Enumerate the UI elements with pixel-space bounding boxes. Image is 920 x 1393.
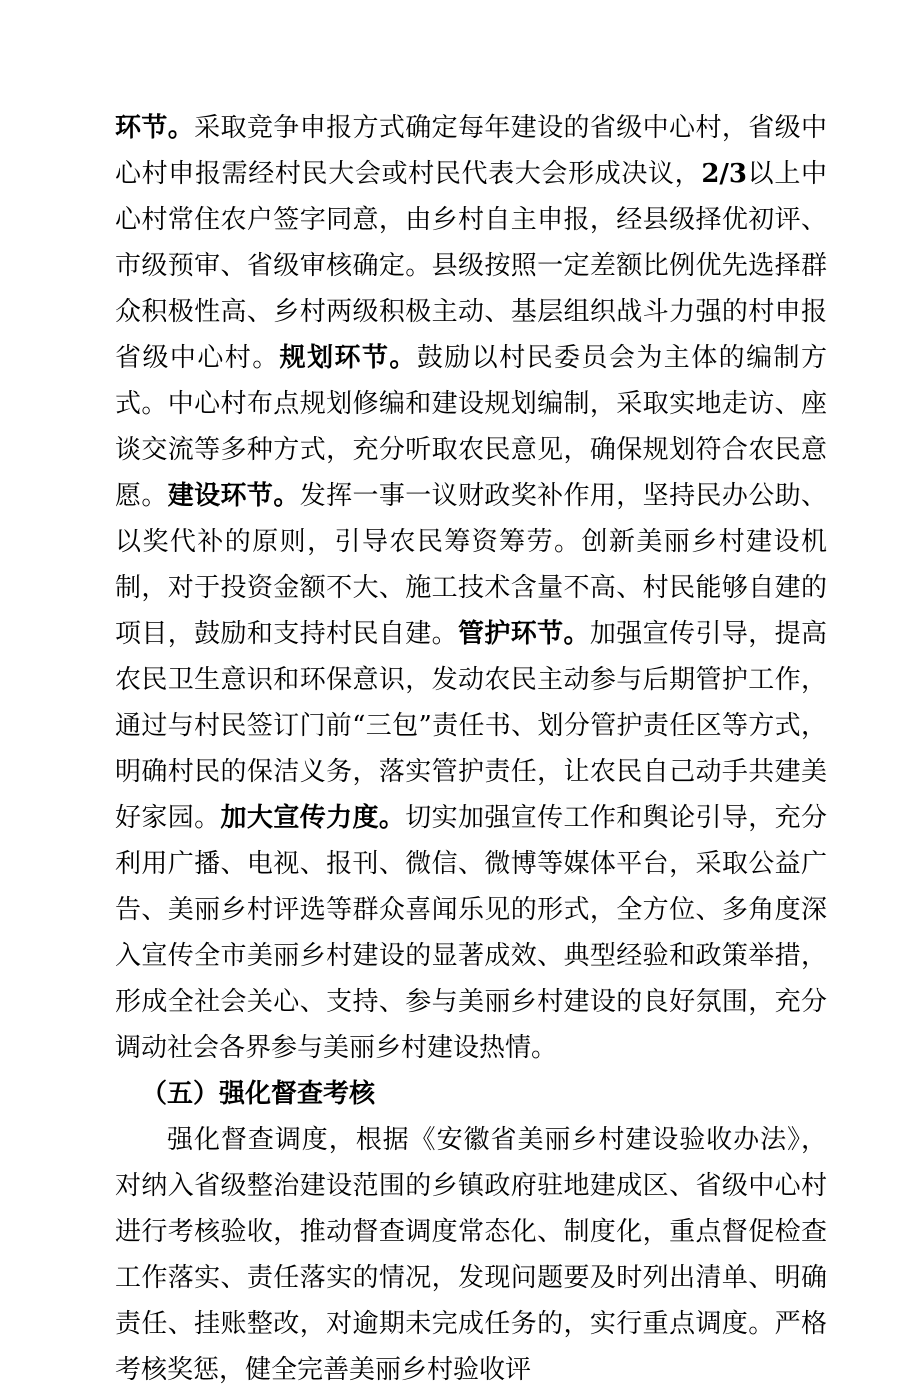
- body-paragraph-2: 强化督查调度，根据《安徽省美丽乡村建设验收办法》，对纳入省级整治建设范围的乡镇政府驻地建成区、省级中心村进行考核验收，推动督查调度常态化、制度化，重点督促检查工作落实、责任落实的情况，发现问题要及时列出清单、明确责任、挂账整改，对逾期未完成任务的，实行重点调度。严格考核奖惩，健全完善美丽乡村验收评: [115, 1125, 827, 1385]
- paragraph-text: 鼓励以村民委员会为主体的编制方式。中心村布点规划修编和建设规划编制，采取实地走访、座谈交流等多种方式，充分听取农民意见，确保规划符合农民意愿。: [115, 343, 827, 511]
- bold-lead-construction: 建设环节。: [167, 481, 300, 511]
- paragraph-text: 切实加强宣传工作和舆论引导，充分利用广播、电视、报刊、微信、微博等媒体平台，采取公益广告、美丽乡村评选等群众喜闻乐见的形式，全方位、多角度深入宣传全市美丽乡村建设的显著成效、典型经验和政策举措，形成全社会关心、支持、参与美丽乡村建设的良好氛围，充分调动社会各界参与美丽乡村建设热情。: [115, 803, 827, 1063]
- paragraph-text: 加强宣传引导，提高农民卫生意识和环保意识，发动农民主动参与后期管护工作，通过与村民签订门前“三包”责任书、划分管护责任区等方式，明确村民的保洁义务，落实管护责任，让农民自己动手共建美好家园。: [115, 619, 827, 833]
- bold-lead-maintenance: 管护环节。: [457, 619, 590, 649]
- document-page: [115, 105, 827, 1393]
- bold-lead-implementation: 环节。: [115, 113, 195, 143]
- bold-fraction: 2/3: [701, 159, 748, 189]
- bold-lead-planning: 规划环节。: [279, 343, 417, 373]
- paragraph-text: 以上中心村常住农户签字同意，由乡村自主申报，经县级择优初评、市级预审、省级审核确定。县级按照一定差额比例优先选择群众积极性高、乡村两级积极主动、基层组织战斗力强的村申报省级中心村。: [115, 159, 827, 373]
- bold-lead-publicity: 加大宣传力度。: [220, 803, 406, 833]
- paragraph-text: 发挥一事一议财政奖补作用，坚持民办公助、以奖代补的原则，引导农民筹资筹劳。创新美丽乡村建设机制，对于投资金额不大、施工技术含量不高、村民能够自建的项目，鼓励和支持村民自建。: [115, 481, 827, 649]
- section-heading: （五）强化督查考核: [141, 1079, 376, 1109]
- body-paragraph-1: [115, 105, 827, 1071]
- paragraph-text: 采取竞争申报方式确定每年建设的省级中心村，省级中心村申报需经村民大会或村民代表大会形成决议，: [115, 113, 827, 189]
